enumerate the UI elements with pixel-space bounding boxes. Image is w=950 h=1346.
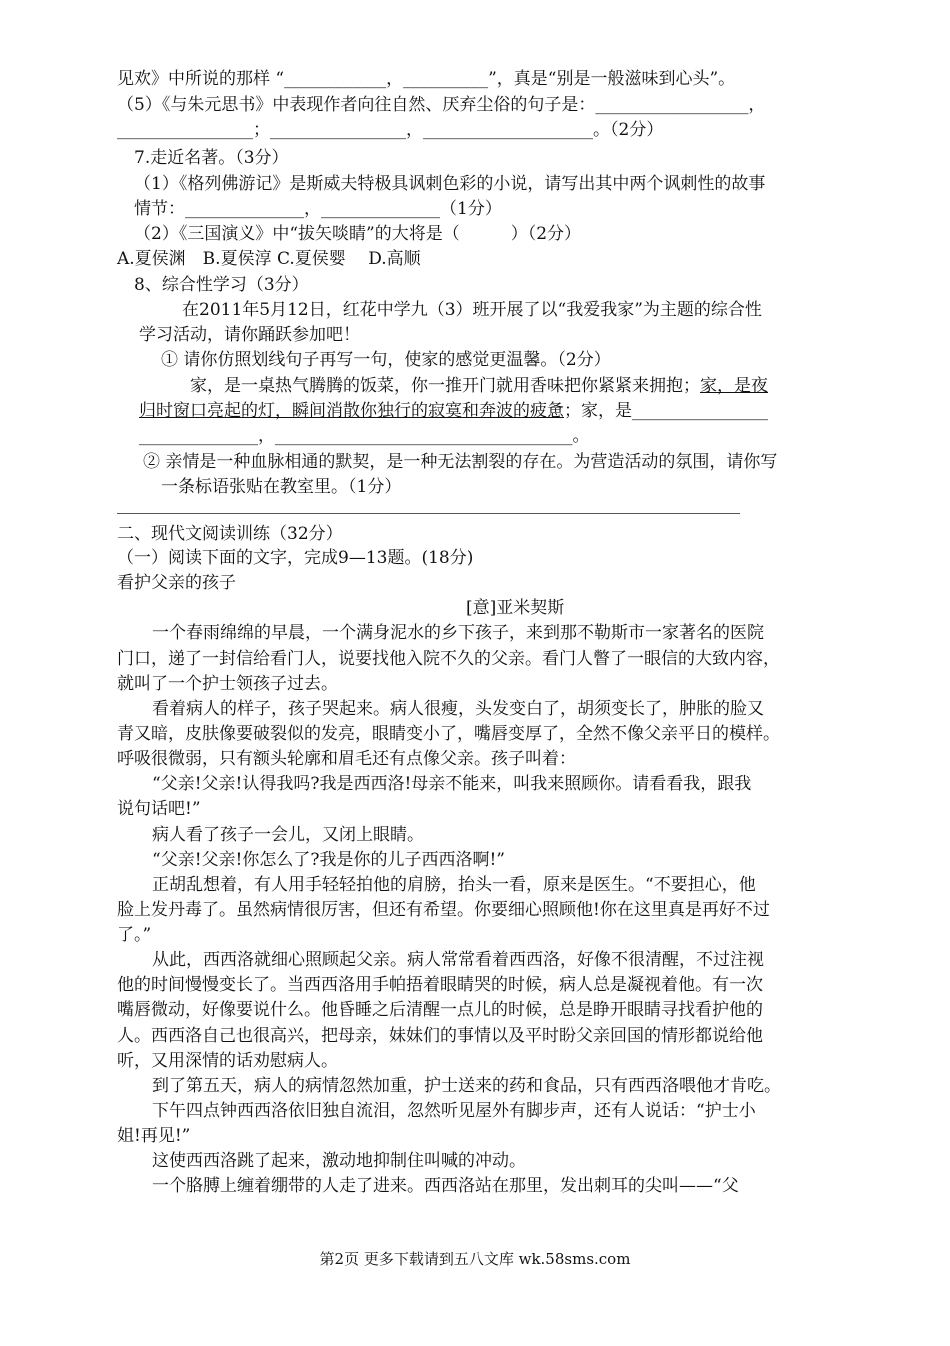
story-line: 一个胳膊上缠着绷带的人走了进来。西西洛站在那里，发出刺耳的尖叫——“父: [152, 1176, 739, 1196]
section-2-heading: 二、现代文阅读训练（32分）: [117, 524, 343, 544]
question-7-title: 7.走近名著。（3分）: [134, 148, 289, 168]
question-8-sub-1-line-1: [190, 373, 768, 399]
story-line: 嘴唇微动，好像要说什么。他昏睡之后清醒一点儿的时候，总是睁开眼睛寻找看护他的: [117, 1000, 763, 1020]
story-line: 就叫了一个护士领孩子过去。: [117, 674, 338, 694]
answer-blank: ；家，是________________: [564, 401, 768, 421]
question-8-title: 8、综合性学习（3分）: [134, 275, 309, 295]
story-line: 了。”: [117, 925, 152, 945]
reading-1-instructions: （一）阅读下面的文字，完成9—13题。(18分): [117, 548, 474, 568]
question-8-sub-1-line-2: [139, 398, 768, 424]
question-7-1-line-1: （1）《格列佛游记》是斯威夫特极具讽刺色彩的小说，请写出其中两个讽刺性的故事: [134, 174, 766, 194]
section-divider: [117, 513, 740, 514]
question-8-sub-2-line-1: ② 亲情是一种血脉相通的默契，是一种无法割裂的存在。为营造活动的氛围，请你写: [143, 452, 778, 472]
story-line: “父亲!父亲!认得我吗?我是西西洛!母亲不能来，叫我来照顾你。请看看我，跟我: [152, 774, 752, 794]
question-6-5-line: （5）《与朱元思书》中表现作者向往自然、厌弃尘俗的句子是：__________________，: [117, 95, 766, 115]
story-line: 一个春雨绵绵的早晨，一个满身泥水的乡下孩子，来到那不勒斯市一家著名的医院: [152, 623, 764, 643]
story-line: 青又暗，皮肤像要破裂似的发亮，眼睛变小了，嘴唇变厚了，全然不像父亲平日的模样。: [117, 724, 780, 744]
story-line: 这使西西洛跳了起来，激动地抑制住叫喊的冲动。: [152, 1151, 526, 1171]
story-line: 呼吸很微弱，只有额头轮廓和眉毛还有点像父亲。孩子叫着：: [117, 749, 576, 769]
question-6-line-1: 见欢》中所说的那样 “____________，__________”，真是“别是一般滋味到心头”。: [117, 69, 736, 89]
question-8-sub-1-line-3: ______________，___________________________________。: [139, 426, 590, 446]
story-line: 门口，递了一封信给看门人，说要找他入院不久的父亲。看门人瞥了一眼信的大致内容，: [117, 649, 780, 669]
question-7-options: A.夏侯渊 B.夏侯淳 C.夏侯婴 D.高顺: [117, 249, 421, 269]
page-footer: 第2页 更多下载请到五八文库 wk.58sms.com: [319, 1250, 631, 1268]
question-8-sub-2-line-2: 一条标语张贴在教室里。（1分）: [161, 477, 402, 497]
question-7-2: （2）《三国演义》中“拔矢啖睛”的大将是（ ）（2分）: [134, 224, 582, 244]
story-line: 下午四点钟西西洛依旧独自流泪，忽然听见屋外有脚步声，还有人说话：“护士小: [152, 1101, 756, 1121]
question-6-5-blanks: ________________；________________，____________________。（2分）: [117, 120, 664, 140]
story-title: 看护父亲的孩子: [117, 573, 236, 593]
story-line: 他的时间慢慢变长了。当西西洛用手帕捂着眼睛哭的时候，病人总是凝视着他。有一次: [117, 975, 763, 995]
underlined-sentence-cont: 归时窗口亮起的灯，瞬间消散你独行的寂寞和奔波的疲惫: [139, 401, 564, 421]
story-line: 脸上发丹毒了。虽然病情很厉害，但还有希望。你要细心照顾他!你在这里真是再好不过: [117, 900, 770, 920]
story-line: 从此，西西洛就细心照顾起父亲。病人常常看着西西洛，好像不很清醒，不过注视: [152, 950, 764, 970]
story-line: 病人看了孩子一会儿，又闭上眼睛。: [152, 825, 424, 845]
question-8-intro-line-1: 在2011年5月12日，红花中学九（3）班开展了以“我爱我家”为主题的综合性: [182, 300, 762, 320]
underlined-sentence: 家，是夜: [700, 376, 768, 396]
story-line: 到了第五天，病人的病情忽然加重，护士送来的药和食品，只有西西洛喂他才肯吃。: [152, 1076, 781, 1096]
question-8-intro-line-2: 学习活动，请你踊跃参加吧！: [139, 325, 360, 345]
story-line: 看着病人的样子，孩子哭起来。病人很瘦，头发变白了，胡须变长了，肿胀的脸又: [152, 699, 764, 719]
story-line: 人。西西洛自己也很高兴，把母亲，妹妹们的事情以及平时盼父亲回国的情形都说给他: [117, 1026, 763, 1046]
question-8-sub-1-prompt: ① 请你仿照划线句子再写一句，使家的感觉更温馨。（2分）: [161, 350, 611, 370]
story-line: 正胡乱想着，有人用手轻轻拍他的肩膀，抬头一看，原来是医生。“不要担心，他: [152, 875, 756, 895]
story-line: 姐!再见!”: [117, 1126, 191, 1146]
story-line: “父亲!父亲!你怎么了?我是你的儿子西西洛啊!”: [152, 850, 505, 870]
example-sentence: 家，是一桌热气腾腾的饭菜，你一推开门就用香味把你紧紧来拥抱；: [190, 376, 700, 396]
story-author: [意]亚米契斯: [466, 598, 565, 618]
question-7-1-line-2: 情节：______________，______________（1分）: [134, 199, 502, 219]
story-line: 听，又用深情的话劝慰病人。: [117, 1051, 338, 1071]
story-line: 说句话吧!”: [117, 799, 201, 819]
